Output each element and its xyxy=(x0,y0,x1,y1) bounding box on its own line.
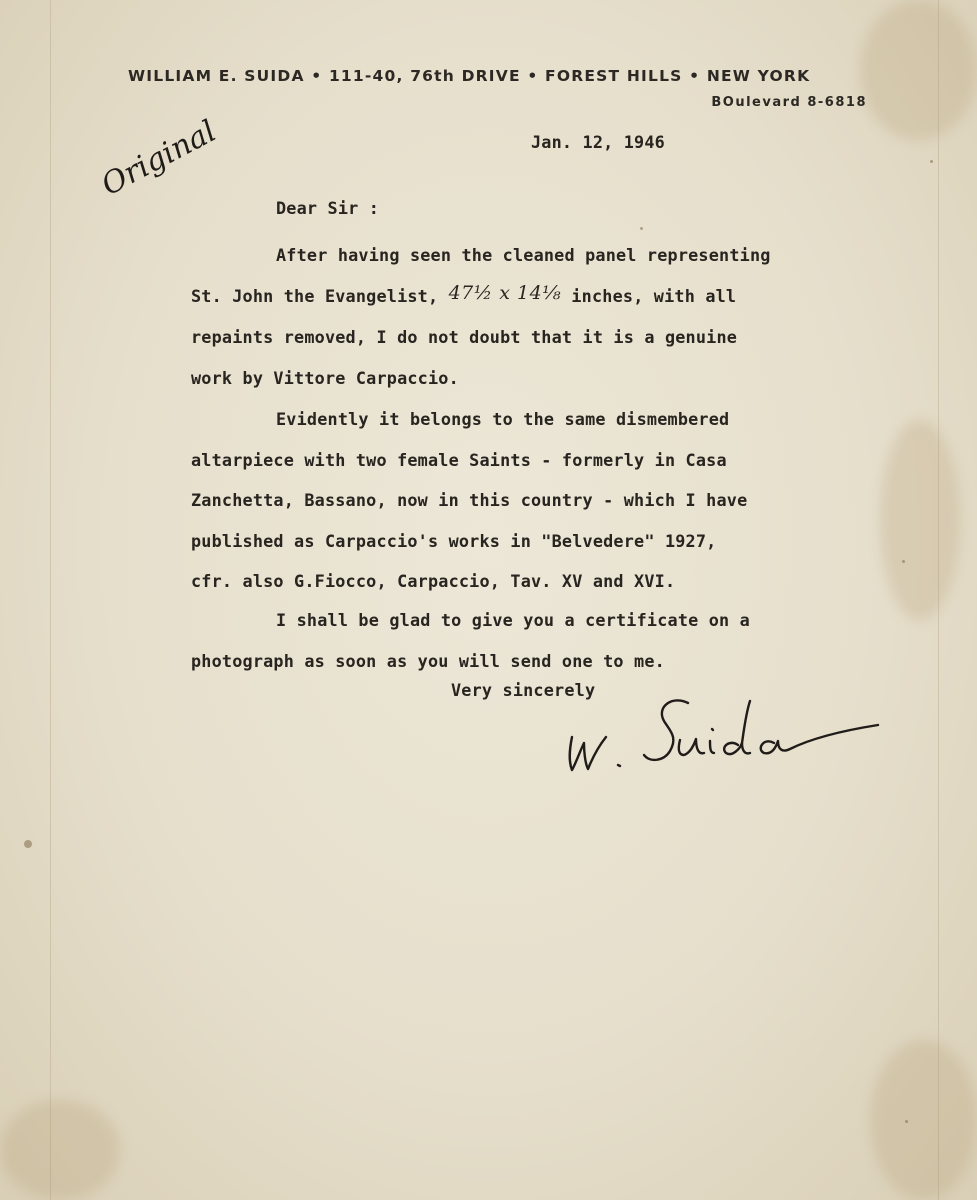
text-fragment: inches, with all xyxy=(561,286,737,306)
paper-speck xyxy=(905,1120,908,1123)
paragraph-3 xyxy=(191,600,750,681)
paragraph-line: Zanchetta, Bassano, now in this country - which I have xyxy=(191,490,748,510)
paper-stain xyxy=(870,1040,977,1200)
paragraph-line: repaints removed, I do not doubt that it is a genuine xyxy=(191,327,738,347)
paper-stain xyxy=(880,420,960,620)
paragraph-line: work by Vittore Carpaccio. xyxy=(191,368,459,388)
paper-stain xyxy=(0,1100,120,1200)
paragraph-line: I shall be glad to give you a certificate on a xyxy=(276,610,750,630)
letter-date: Jan. 12, 1946 xyxy=(531,132,665,152)
signature xyxy=(560,685,890,785)
letterhead-phone: BOulevard 8-6818 xyxy=(711,95,867,110)
paper-speck xyxy=(640,227,643,230)
paragraph-line: altarpiece with two female Saints - formerly in Casa xyxy=(191,449,727,470)
salutation: Dear Sir : xyxy=(276,198,380,218)
paragraph-line xyxy=(191,276,771,317)
paragraph-line: Evidently it belongs to the same dismembered xyxy=(276,409,730,429)
paper-speck xyxy=(24,840,32,848)
letterhead: WILLIAM E. SUIDA • 111-40, 76th DRIVE • FOREST HILLS • NEW YORK xyxy=(128,67,811,85)
closing: Very sincerely xyxy=(451,680,596,700)
paper-edge-left xyxy=(50,0,51,1200)
paragraph-line: published as Carpaccio's works in "Belvedere" 1927, xyxy=(191,530,717,551)
paragraph-line: cfr. also G.Fiocco, Carpaccio, Tav. XV and XVI. xyxy=(191,571,676,591)
text-fragment: St. John the Evangelist, xyxy=(191,286,449,306)
paper-stain xyxy=(860,0,977,140)
paragraph-2 xyxy=(191,399,747,602)
paragraph-line: After having seen the cleaned panel representing xyxy=(276,245,771,265)
paragraph-1 xyxy=(191,235,771,399)
paragraph-line: photograph as soon as you will send one to me. xyxy=(191,650,665,671)
handwritten-original-mark: Original xyxy=(96,113,223,203)
handwritten-dimensions: 47½ x 14⅛ xyxy=(448,282,562,304)
paper-speck xyxy=(902,560,905,563)
paper-speck xyxy=(930,160,933,163)
